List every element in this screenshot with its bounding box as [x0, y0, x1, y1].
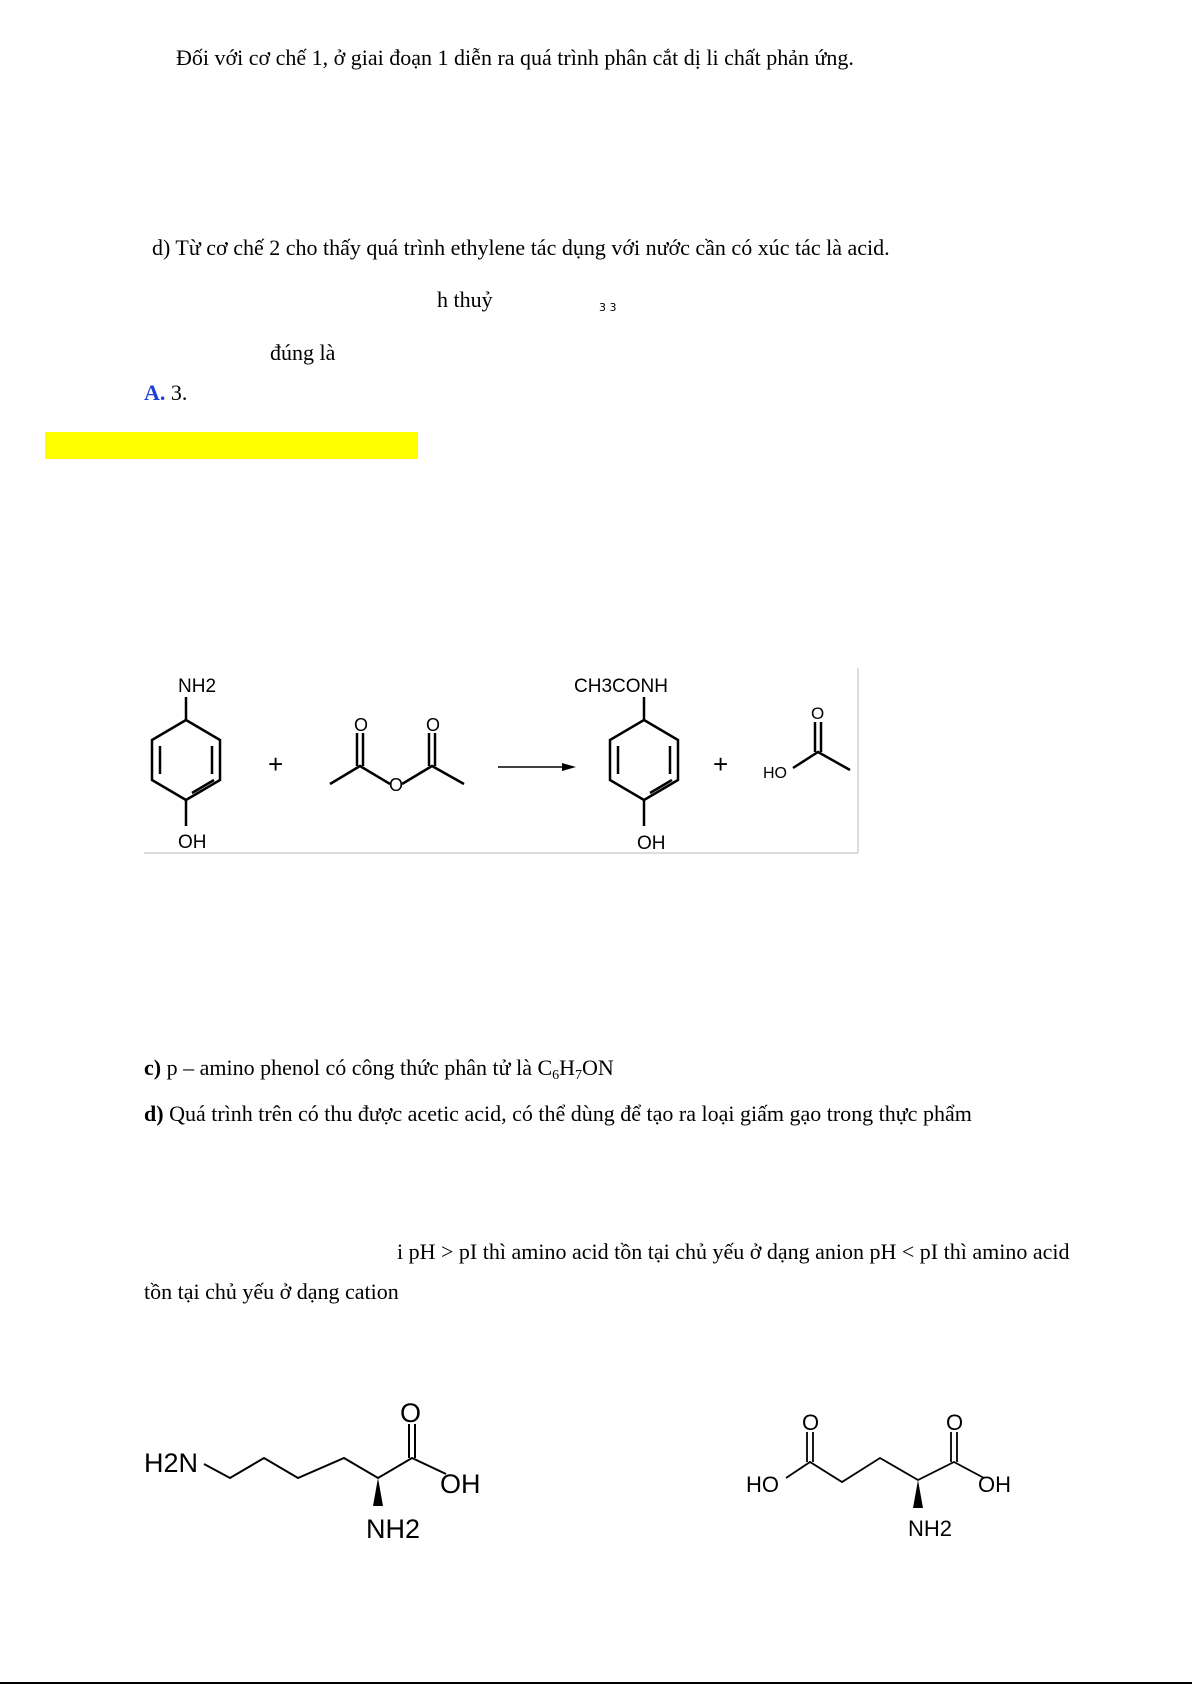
formula-h: H — [559, 1055, 576, 1080]
reactant-nh2-label: NH2 — [178, 676, 217, 697]
glutamic-nh2: NH2 — [908, 1516, 953, 1541]
lysine-oh: OH — [440, 1469, 481, 1499]
statement-c-label: c) — [144, 1055, 162, 1080]
lysine-wedge-bond — [373, 1478, 383, 1506]
statement-c-text: p – amino phenol có công thức phân tử là C — [166, 1055, 553, 1080]
lysine-nh2: NH2 — [366, 1514, 421, 1544]
ph-rule-line-2: tồn tại chủ yếu ở dạng cation — [144, 1279, 399, 1304]
statement-d-text: Quá trình trên có thu được acetic acid, có thể dùng để tạo ra loại giấm gạo trong thực phẩm — [169, 1101, 972, 1126]
ph-rule-line-1: i pH > pI thì amino acid tồn tại chủ yếu ở dạng anion pH < pI thì amino acid — [397, 1239, 1070, 1264]
statement-d-label: d) — [144, 1101, 164, 1126]
fragment-small-digits: 3 3 — [599, 301, 617, 314]
answer-value: 3. — [170, 380, 188, 405]
formula-on: ON — [582, 1055, 614, 1080]
product-ch3conh-label: CH3CONH — [574, 676, 668, 697]
glutamic-wedge-bond — [913, 1480, 923, 1508]
statement-mechanism-1: Đối với cơ chế 1, ở giai đoạn 1 diễn ra quá trình phân cắt dị li chất phản ứng. — [176, 45, 854, 70]
anhydride-o-bridge: O — [389, 775, 404, 795]
lysine-structure — [204, 1424, 446, 1478]
plus-sign-1: + — [268, 749, 284, 779]
plus-sign-2: + — [713, 749, 729, 779]
fragment-dung-la: đúng là — [270, 340, 336, 365]
glutamic-ho: HO — [746, 1472, 779, 1497]
statement-d-mechanism-2: d) Từ cơ chế 2 cho thấy quá trình ethylene tác dụng với nước cần có xúc tác là acid. — [152, 235, 890, 260]
answer-letter: A. — [144, 380, 166, 405]
fragment-thuy: h thuỷ — [437, 287, 493, 312]
anhydride-o-2: O — [426, 715, 441, 735]
acetic-acid-o: O — [811, 704, 825, 723]
glutamic-o-2: O — [946, 1410, 964, 1435]
anhydride-o-1: O — [354, 715, 369, 735]
product-oh-label: OH — [637, 833, 666, 854]
reactant-oh-label: OH — [178, 832, 207, 853]
glutamic-o-1: O — [802, 1410, 820, 1435]
subscript-7: 7 — [575, 1068, 583, 1083]
glutamic-oh: OH — [978, 1472, 1011, 1497]
lysine-h2n: H2N — [144, 1448, 199, 1478]
acetic-acid-ho: HO — [763, 765, 787, 782]
footer-rule — [0, 1682, 1192, 1684]
subscript-6: 6 — [552, 1068, 560, 1083]
lysine-o: O — [400, 1398, 422, 1428]
glutamic-acid-structure — [786, 1432, 984, 1482]
